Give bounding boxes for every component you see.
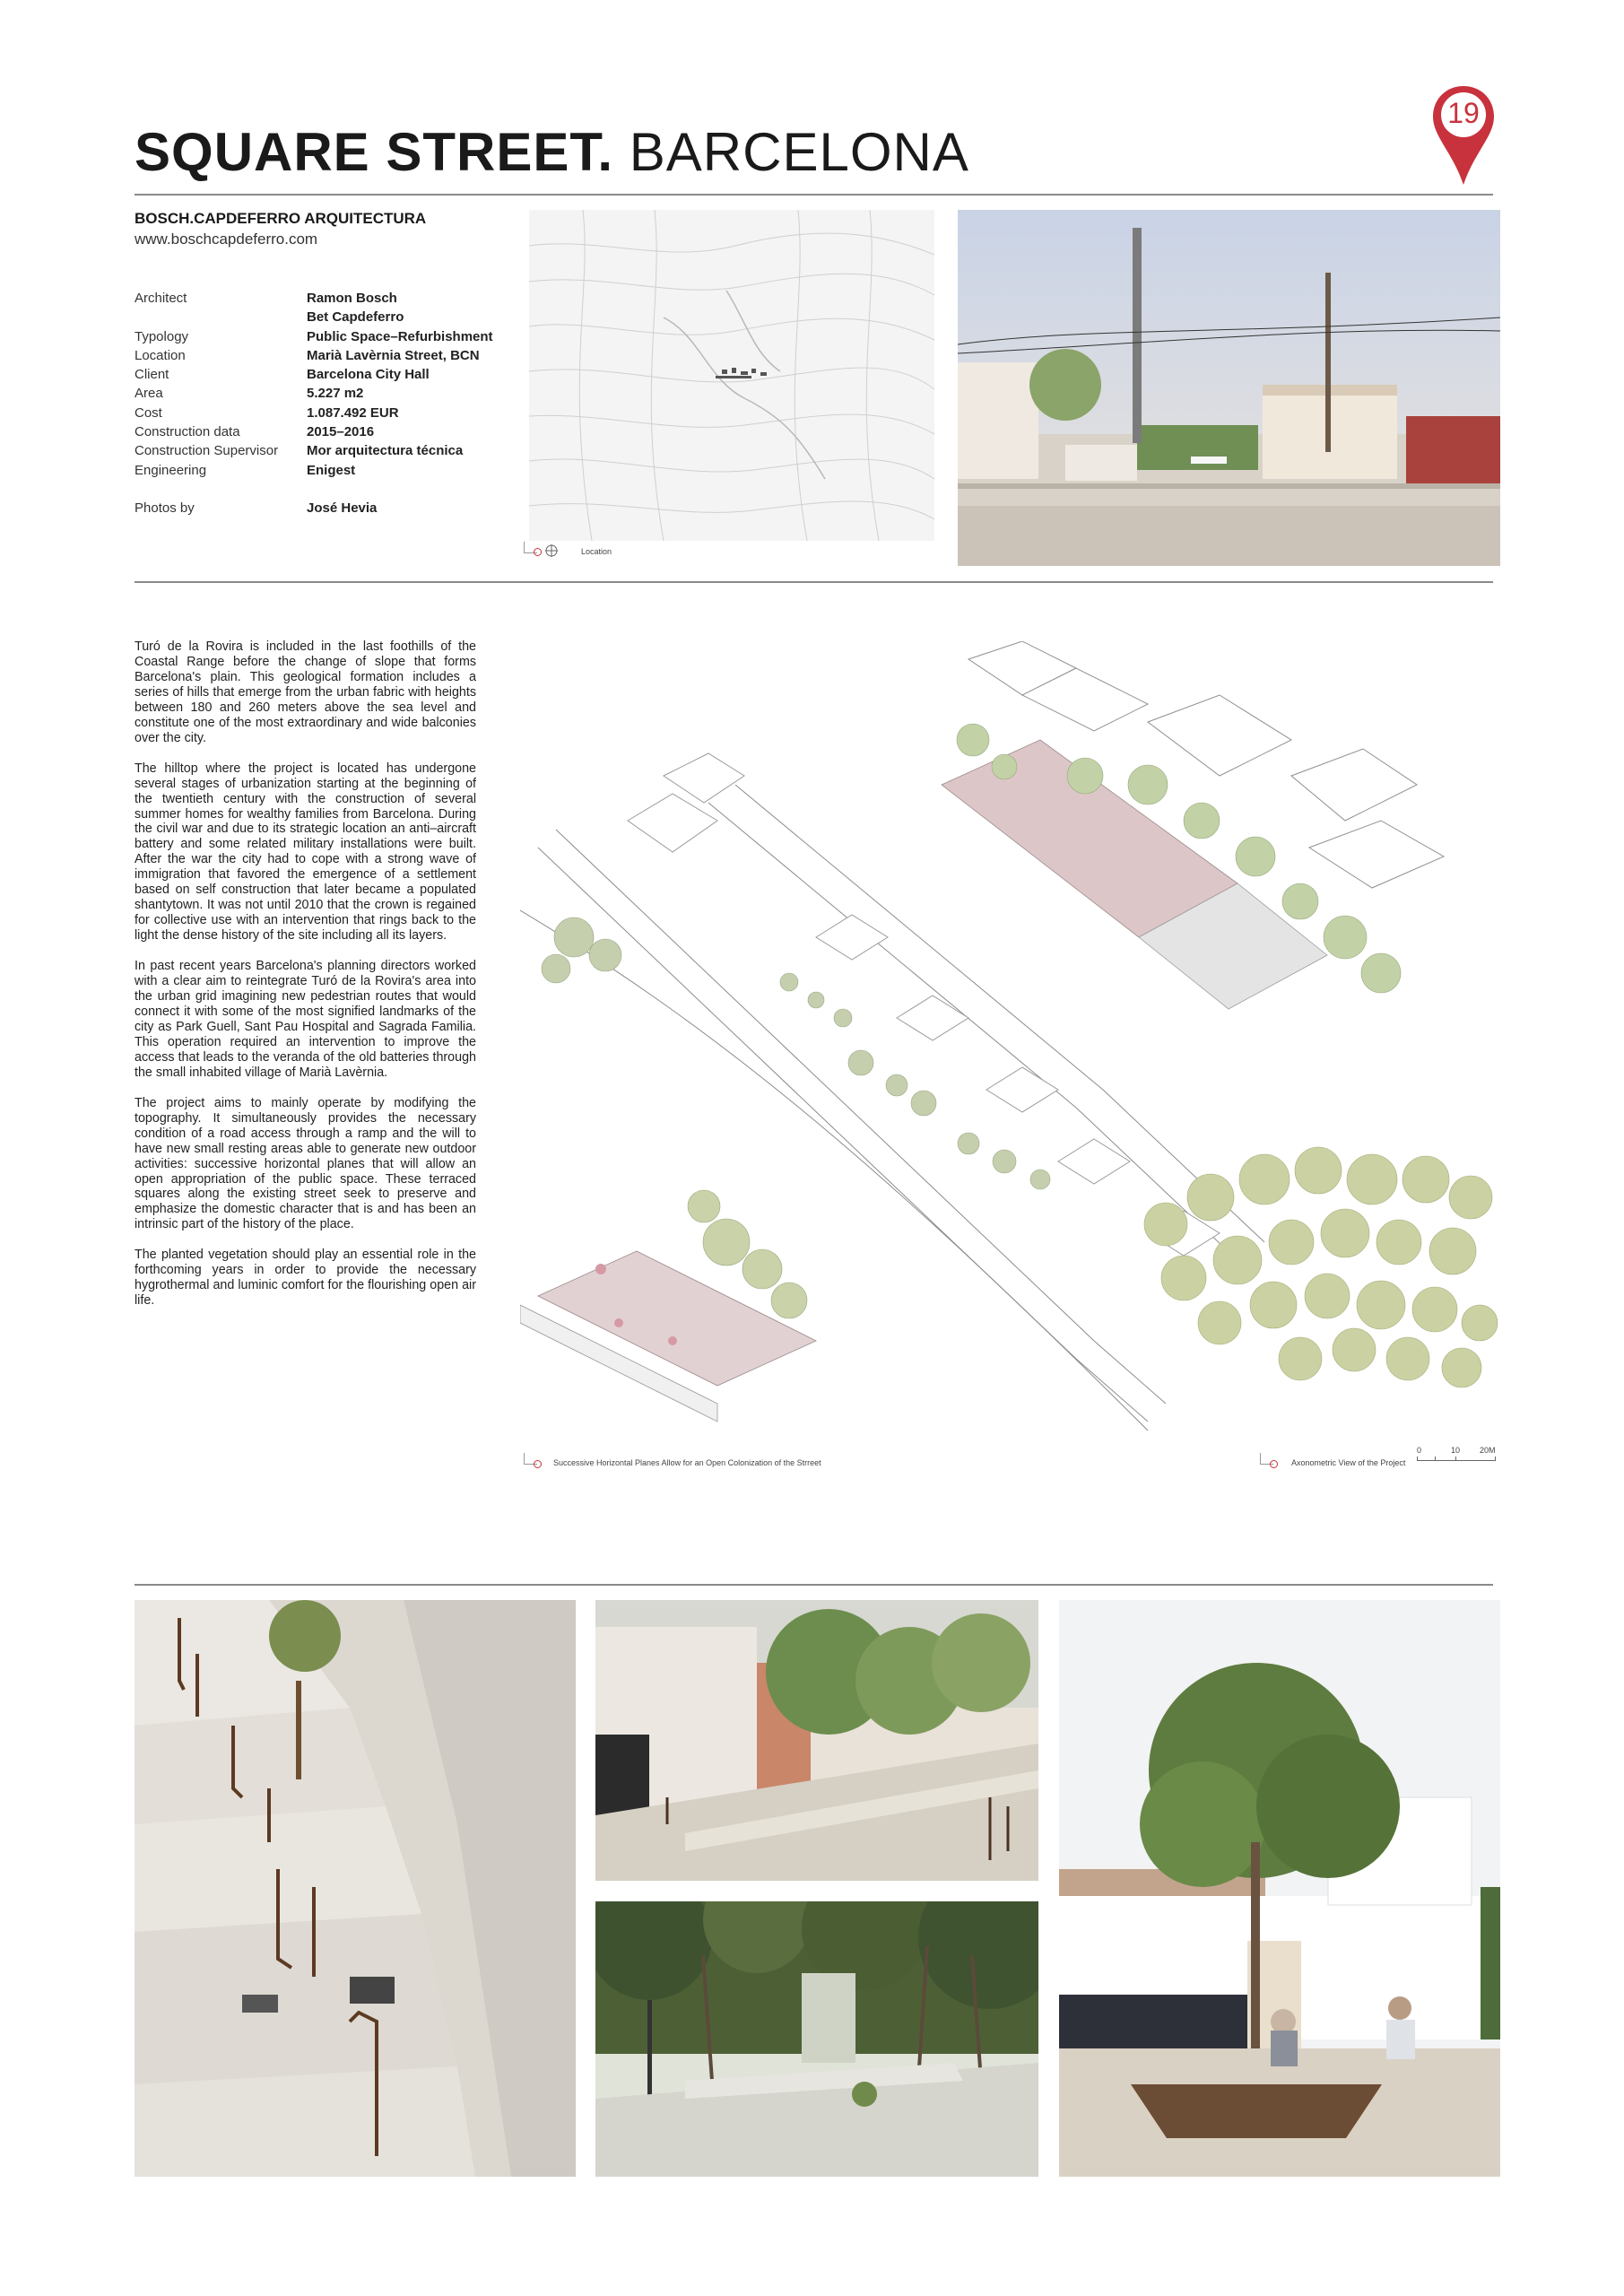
project-description	[135, 639, 476, 1324]
spec-row: Bet Capdeferro	[307, 309, 404, 326]
title-bold: SQUARE STREET.	[135, 122, 614, 182]
section-rule-2	[135, 1584, 1493, 1586]
photo-credit: Photos by José Hevia	[135, 500, 378, 516]
spec-row: Construction data 2015–2016	[135, 424, 375, 440]
paragraph: The planted vegetation should play an essential role in the forthcoming years in order to provide the necessary hygrothermal and luminic comfort for the flourishing open air life.	[135, 1248, 476, 1309]
spec-row: Architect Ramon Bosch	[135, 291, 397, 306]
header-rule	[135, 194, 1493, 196]
paragraph: The hilltop where the project is located has undergone several stages of urbanization starting at the beginning of the twentieth century with the construction of several summer homes for wealthy families from Barcelona. During the civil war and due to its strategic location an anti–aircraft battery and some related military installations were built. After the war the city had to cope with a strong wave of immigration that favored the emergence of a settlement based on self construction that later became a populated shantytown. It was not until 2010 that the crown is regained for collective use with an intervention that rings back to the light the dense history of the site including all its layers.	[135, 761, 476, 944]
spec-row: Location Marià Lavèrnia Street, BCN	[135, 347, 480, 363]
scale-label: 10	[1451, 1446, 1461, 1455]
axonometric-drawing	[520, 641, 1500, 1439]
scale-label: 0	[1417, 1446, 1422, 1455]
photo-house-tree	[1059, 1600, 1500, 2177]
scale-label: 20M	[1480, 1446, 1496, 1455]
scale-bar	[1417, 1446, 1498, 1464]
caption-dot-icon	[534, 1460, 542, 1468]
office-website[interactable]: www.boschcapdeferro.com	[135, 230, 318, 248]
photo-pine-path	[595, 1901, 1038, 2177]
caption-dot-icon	[534, 548, 542, 556]
spec-row: Client Barcelona City Hall	[135, 367, 430, 383]
page-number: 19	[1447, 97, 1480, 129]
title-light: BARCELONA	[629, 122, 969, 182]
photo-street-square	[958, 210, 1500, 566]
paragraph: Turó de la Rovira is included in the last foothills of the Coastal Range before the change of slope that forms Barcelona's plain. This geological formation includes a series of hills that emerge from the urban fabric with heights between 180 and 260 meters above the sea level and constitute one of the most extraordinary and wide balconies over the city.	[135, 639, 476, 745]
map-pin-icon	[1429, 83, 1498, 188]
paragraph: In past recent years Barcelona's planning directors worked with a clear aim to reintegrate Turó de la Rovira's area into the urban grid imagining new pedestrian routes that would connect it with some of the most signified landmarks of the city as Park Guell, Sant Pau Hospital and Sagrada Familia. This operation required an intervention to improve the access that leads to the veranda of the old batteries through the small inhabited village of Marià Lavèrnia.	[135, 959, 476, 1080]
spec-row: Typology Public Space–Refurbishment	[135, 328, 493, 344]
paragraph: The project aims to mainly operate by modifying the topography. It simultaneously provides the necessary condition of a road access through a ramp and the will to have new small resting areas able to generate new outdoor activities: successive horizontal planes that will allow an open appropriation of the public space. These terraced squares along the existing street seek to preserve and emphasize the domestic character that is and has been an intrinsic part of the history of the place.	[135, 1095, 476, 1232]
photo-street-houses	[595, 1600, 1038, 1881]
section-rule-1	[135, 581, 1493, 583]
location-map	[529, 210, 934, 541]
office-name: BOSCH.CAPDEFERRO ARQUITECTURA	[135, 210, 427, 227]
caption-axonometric: Axonometric View of the Project	[1291, 1458, 1406, 1467]
spec-row: Engineering Enigest	[135, 462, 356, 478]
caption-dot-icon	[1270, 1460, 1278, 1468]
spec-row: Cost 1.087.492 EUR	[135, 404, 399, 421]
page-title	[135, 124, 969, 181]
caption-location: Location	[581, 547, 612, 556]
caption-horizontal-planes: Successive Horizontal Planes Allow for an Open Colonization of the Strreet	[553, 1458, 821, 1467]
spec-row: Construction Supervisor Mor arquitectura técnica	[135, 443, 464, 459]
project-specs	[135, 289, 493, 517]
spec-row: Area 5.227 m2	[135, 386, 364, 402]
compass-icon	[545, 544, 558, 557]
photo-steps-railings	[135, 1600, 576, 2177]
